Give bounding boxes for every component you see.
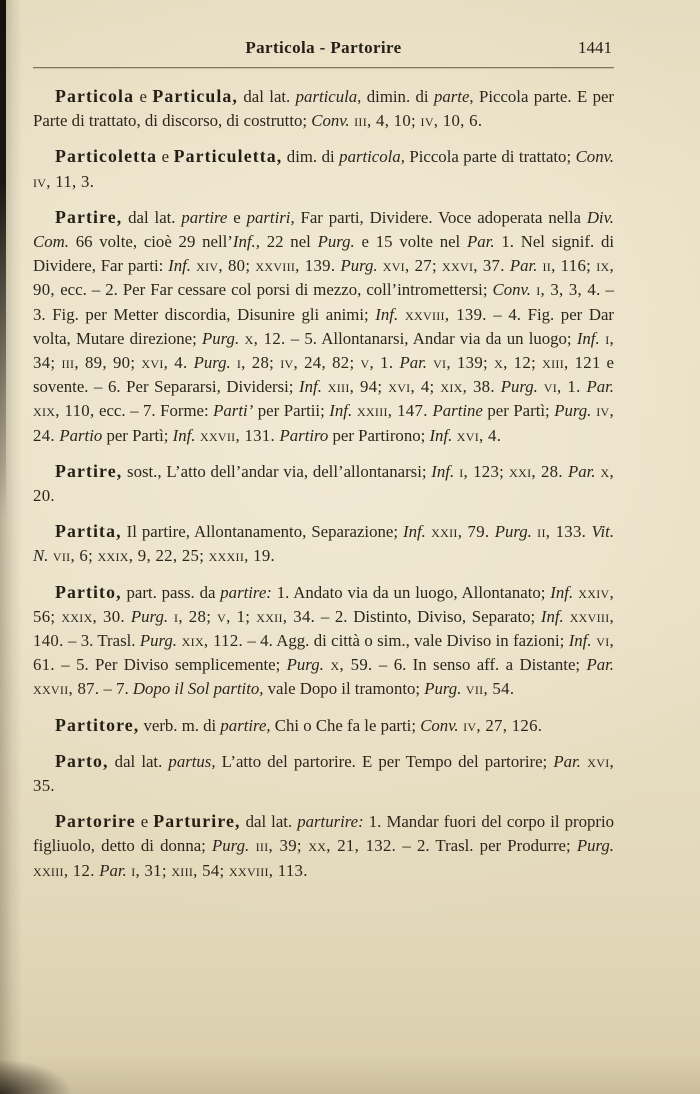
entry-text-segment: – 5. Per Diviso semplicemente; [54,655,287,675]
entry-text-segment: partiri, [246,207,295,227]
entry-text-segment: per Partì; [102,425,173,445]
entry-text-segment: Purg. [554,401,592,421]
entry-text-segment: Par. [567,461,596,481]
entry-text-segment: xiii, 94; xvi, 4; xix, 38. [321,377,501,397]
entry-headword: Particola [55,86,135,106]
entry-text-segment: xxvii, 87. [33,679,100,699]
entry-text-segment: Inf. [329,401,353,421]
entry-text-segment: verb. m. di [139,715,221,735]
dictionary-entry [33,144,614,193]
entry-text-segment: Purg. [500,377,538,397]
entry-text-segment: iii, 39; xx, 21, 132. [249,836,397,856]
entry-text-segment: dimin. di [361,87,434,106]
entry-headword: Partita, [55,521,122,542]
entry-headword: Partorire [55,811,136,832]
entry-headword: Partitore, [55,714,140,735]
entry-text-segment: i, 34; iii, 89, 90; xvi, 4. [33,328,614,373]
entry-text-segment: – 3. Trasl. [63,631,140,651]
entry-text-segment: dal lat. [108,751,169,771]
entry-text-segment: particula, [295,87,362,106]
entry-headword: Particoletta [55,146,158,167]
entry-headword: Parto, [55,750,109,771]
dictionary-entry [33,519,614,568]
entry-text-segment: e 15 volte nel [354,232,468,252]
entry-text-segment: Inf., [232,232,260,252]
entry-text-segment: Purg. [139,631,177,651]
entry-text-segment: Par. [586,377,614,397]
entry-text-segment: Par. [553,751,581,771]
page-number: 1441 [578,38,612,57]
entry-text-segment: Purg. [212,836,250,856]
entry-text-segment: Purg. [286,655,324,675]
entry-text-segment: Purg. [130,606,169,626]
entry-text-segment: particola, [339,147,405,167]
entry-headword: Particula, [152,86,238,106]
entry-text-segment: 1. Mandar fuori del corpo il proprio figliuolo, detto di donna; [33,812,614,856]
entry-text-segment: Purg. [340,256,378,276]
entry-text-segment: ecc. – 7. Forme: [94,401,214,421]
entry-text-segment: Par. [399,353,427,373]
entry-text-segment: Inf. [568,631,592,651]
entry-text-segment: dal lat. [240,812,298,832]
entry-text-segment: – 4. Fig. per Dar volta, Mutare direzione; [33,304,614,348]
entry-text-segment: Par. [467,232,495,252]
entry-text-segment: Purg. [494,522,532,542]
entry-text-segment: Inf. [429,425,453,445]
entry-text-segment: ii, 116; ix, 90, [33,256,614,300]
entry-text-segment: 22 nel [259,232,318,252]
entry-text-segment: dal lat. [122,207,182,227]
entry-text-segment: xxiii, 147. [352,401,433,421]
entry-text-segment: Purg. [193,353,231,373]
entry-text-segment: Partiro [279,425,329,445]
entry-text-segment: iv, 11, 3. [33,171,95,191]
scan-bottom-shade [0,1054,700,1094]
entry-text-segment: partire, [220,715,271,735]
entry-text-segment: Inf. [299,377,322,397]
entry-text-segment: Par. [99,860,127,880]
entry-text-segment: xix, 110, [33,401,95,421]
entry-text-segment: per Partirono; [328,425,430,445]
entry-text-segment: Purg. [202,328,240,348]
entry-text-segment: parte, [434,87,474,106]
entry-headword: Parturire, [153,811,241,832]
dictionary-entry [33,205,614,448]
entry-text-segment: – 6. In senso aff. a Distante; [372,655,587,675]
entry-headword: Partito, [55,581,122,602]
entry-text-segment: xxiv, 56; xxix, 30. [33,582,614,626]
entry-text-segment: Inf. [172,425,196,445]
entry-text-segment: vi, 1. [537,377,587,397]
entry-text-segment: Par. [586,655,614,675]
entry-text-segment: Conv. [575,147,614,167]
entry-headword: Particuletta, [173,146,283,167]
entry-text-segment: 1. Nel signif. di Dividere, Far parti: [33,232,614,276]
entry-text-segment: Inf. [403,522,426,542]
entry-text-segment: – 2. Trasl. per Produrre; [396,836,577,856]
page-header [33,0,614,72]
entry-text-segment: – 7. [99,679,133,699]
entry-text-segment: – 3. Fig. per Metter discordia, Disunire gli animi; [33,280,614,324]
entry-text-segment: vale Dopo il tramonto; [263,679,425,699]
entry-text-segment: dim. di [282,147,340,167]
entry-text-segment: iv, 27, 126. [458,715,543,735]
dictionary-entries [33,84,614,883]
header-rule [33,67,614,68]
entry-text-segment: xix, 112. [177,631,244,651]
entry-text-segment: partire [181,207,228,227]
page-content [33,0,614,894]
entry-text-segment: Inf. [375,304,399,324]
entry-text-segment: iii, 4, 10; iv, 10, 6. [349,111,483,131]
entry-text-segment: Dopo il Sol partito, [132,679,264,699]
entry-text-segment: Partio [59,425,103,445]
entry-text-segment: Conv. [311,111,350,131]
entry-text-segment: Piccola parte. E per Parte di trattato, di discorso, di costrutto; [33,87,615,131]
entry-text-segment: Inf. [168,256,191,276]
entry-text-segment: Purg. [424,679,462,699]
entry-headword: Partire, [55,460,123,481]
entry-text-segment: L’atto del partorire. E per Tempo del partorire; [215,751,554,771]
entry-text-segment: Piccola parte di trattato; [404,147,576,167]
entry-text-segment: vi, 61. [33,631,614,675]
entry-text-segment: xxvii, 131. [195,425,280,445]
entry-text-segment: xiv, 80; xxviii, 139. [190,256,341,276]
entry-text-segment: e [227,207,247,227]
entry-text-segment: part. pass. da [121,582,221,602]
entry-text-segment: Div. Com. [33,207,614,252]
entry-text-segment: i, 123; xxi, 28. [454,461,568,481]
entry-text-segment: Purg. [317,232,355,252]
entry-text-segment: xvi, 35. [33,751,615,796]
dictionary-entry [33,809,614,883]
dictionary-entry [33,580,614,702]
entry-text-segment: sost., L’atto dell’andar via, dell’allontanarsi; [122,461,432,481]
entry-text-segment: xxiii, 12. [33,860,100,880]
entry-text-segment: Far parti, Dividere. Voce adoperata nella [294,207,587,227]
entry-text-segment: xxviii, 140. [33,606,614,651]
dictionary-entry [33,713,614,738]
entry-text-segment: Vit. N. [33,522,615,566]
entry-text-segment: vi, 139; x, 12; xiii, 121 [426,353,601,373]
entry-text-segment: partire: [220,582,272,602]
entry-headword: Partire, [55,206,123,227]
entry-text-segment: 1. Andato via da un luogo, Allontanato; [271,582,551,602]
entry-text-segment: i, 28; iv, 24, 82; v, 1. [230,353,400,373]
entry-text-segment: xvi, 4. [452,425,502,445]
entry-text-segment: x, 20. [33,461,614,506]
entry-text-segment: Par. [509,256,538,276]
entry-text-segment: dal lat. [237,87,296,106]
entry-text-segment: – 4. Agg. di città o sim., vale Diviso in fazioni; [243,631,569,651]
entry-text-segment: Parti’ [213,401,254,421]
entry-text-segment: Inf. [576,328,600,348]
entry-text-segment: ii, 133. [531,522,592,542]
entry-text-segment: vii, 6; xxix, 9, 22, 25; xxxii, 19. [48,546,276,566]
scan-edge-dark-strip [0,0,6,520]
entry-text-segment: xxviii, 139. [398,304,487,324]
dictionary-entry [33,459,614,508]
entry-text-segment: xxii, 79. [425,522,495,542]
entry-text-segment: per Partì; [482,401,555,421]
entry-text-segment: Conv. [420,715,459,735]
entry-text-segment: iv, 24. [33,401,614,445]
dictionary-entry [33,749,614,798]
entry-text-segment: Inf. [550,582,574,602]
running-title: Particola - Partorire [245,38,402,57]
entry-text-segment: x, 59. [323,655,373,675]
entry-text-segment: e [134,87,153,106]
entry-text-segment: i, 28; v, 1; xxii, 34. [168,606,316,626]
entry-text-segment: 66 volte, cioè 29 nell’ [68,232,233,252]
entry-text-segment: xvi, 27; xxvi, 37. [377,256,510,276]
dictionary-entry [33,84,614,133]
entry-text-segment: – 2. Distinto, Diviso, Separato; [315,606,541,626]
entry-text-segment: ecc. – 2. Per Far cessare col porsi di mezzo, coll’intromettersi; [60,280,493,300]
entry-text-segment: Il partire, Allontanamento, Separazione; [121,522,404,542]
entry-text-segment: Partine [432,401,483,421]
entry-text-segment: x, 12. [239,328,286,348]
entry-text-segment: Chi o Che fa le parti; [270,715,421,735]
entry-text-segment: – 5. Allontanarsi, Andar via da un luogo; [285,328,577,348]
entry-text-segment: per Partii; [253,401,330,421]
entry-text-segment: i, 3, 3, 4. [530,280,601,300]
entry-text-segment: Purg. [576,836,614,856]
entry-text-segment: i, 31; xiii, 54; xxviii, 113. [126,860,308,880]
entry-text-segment: e [135,812,154,832]
entry-text-segment: Inf. [431,461,455,481]
entry-text-segment: Inf. [540,606,564,626]
entry-text-segment: partus, [168,751,216,771]
entry-text-segment: Conv. [492,280,531,300]
entry-text-segment: parturire: [297,812,364,832]
entry-text-segment: vii, 54. [461,679,515,699]
entry-text-segment: e sovente. – 6. Per Separarsi, Dividersi; [33,353,614,397]
entry-text-segment: e [157,147,174,167]
